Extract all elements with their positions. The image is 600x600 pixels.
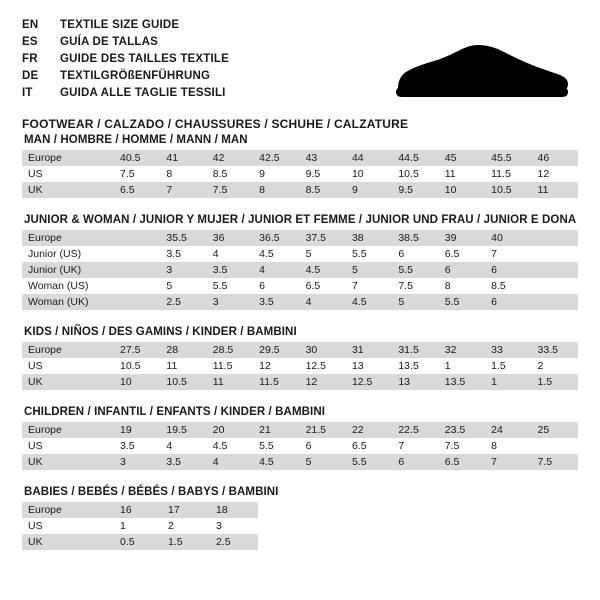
- size-table: [22, 502, 258, 550]
- language-code: DE: [22, 70, 39, 82]
- size-cell: 10: [114, 374, 160, 390]
- size-cell: 11.5: [207, 358, 253, 374]
- size-section: [22, 486, 578, 550]
- size-cell: 12.5: [300, 358, 346, 374]
- size-cell: 4.5: [253, 454, 299, 470]
- table-row: [22, 342, 578, 358]
- size-cell: 36: [207, 230, 253, 246]
- size-cell: 5: [160, 278, 206, 294]
- size-cell: 7: [160, 182, 206, 198]
- size-cell: 10.5: [160, 374, 206, 390]
- table-row: [22, 182, 578, 198]
- size-cell: 6: [485, 294, 531, 310]
- size-cell: 45: [439, 150, 485, 166]
- size-cell: 6: [392, 246, 438, 262]
- size-cell: 7: [485, 454, 531, 470]
- row-label: Europe: [22, 342, 114, 358]
- size-cell: 4: [207, 246, 253, 262]
- size-cell: 1.5: [485, 358, 531, 374]
- table-row: [22, 454, 578, 470]
- row-label: UK: [22, 374, 114, 390]
- size-section-title: KIDS / NIÑOS / DES GAMINS / KINDER / BAMBINI: [24, 326, 297, 338]
- size-cell: [532, 278, 578, 294]
- language-title-list: [22, 18, 229, 103]
- size-cell: 4: [253, 262, 299, 278]
- size-cell: 6: [392, 454, 438, 470]
- size-cell: 4: [300, 294, 346, 310]
- size-cell: 18: [210, 502, 258, 518]
- language-row: [22, 52, 229, 69]
- size-cell: 5.5: [392, 262, 438, 278]
- header: [22, 18, 578, 131]
- size-cell: 3.5: [114, 438, 160, 454]
- size-cell: 37.5: [300, 230, 346, 246]
- size-cell: 10.5: [485, 182, 531, 198]
- size-section-title: BABIES / BEBÉS / BÉBÉS / BABYS / BAMBINI: [24, 486, 279, 498]
- size-table: [22, 150, 578, 198]
- size-section-title: MAN / HOMBRE / HOMME / MANN / MAN: [24, 134, 248, 146]
- size-cell: 38.5: [392, 230, 438, 246]
- size-cell: 29.5: [253, 342, 299, 358]
- category-title: FOOTWEAR / CALZADO / CHAUSSURES / SCHUHE / CALZATURE: [22, 117, 409, 131]
- size-cell: 8: [253, 182, 299, 198]
- table-row: [22, 230, 578, 246]
- language-code: IT: [22, 87, 33, 99]
- size-cell: 19.5: [160, 422, 206, 438]
- size-cell: [114, 278, 160, 294]
- size-cell: 39: [439, 230, 485, 246]
- size-cell: 5: [300, 454, 346, 470]
- size-cell: 3: [210, 518, 258, 534]
- size-cell: 8: [160, 166, 206, 182]
- language-code: ES: [22, 36, 38, 48]
- size-cell: 3.5: [253, 294, 299, 310]
- size-cell: 7.5: [392, 278, 438, 294]
- size-cell: [532, 230, 578, 246]
- language-code: FR: [22, 53, 38, 65]
- size-cell: [114, 262, 160, 278]
- size-cell: 3: [207, 294, 253, 310]
- row-label: Woman (US): [22, 278, 114, 294]
- size-cell: 5.5: [207, 278, 253, 294]
- language-title: TEXTILE SIZE GUIDE: [60, 19, 180, 31]
- row-label: Europe: [22, 502, 114, 518]
- dress-shoe-icon: [390, 40, 570, 110]
- size-cell: 3.5: [207, 262, 253, 278]
- size-cell: 4.5: [207, 438, 253, 454]
- size-cell: 6.5: [300, 278, 346, 294]
- size-cell: 6.5: [439, 246, 485, 262]
- size-cell: 0.5: [114, 534, 162, 550]
- size-cell: 21.5: [300, 422, 346, 438]
- size-cell: 8.5: [485, 278, 531, 294]
- size-cell: 6: [439, 262, 485, 278]
- size-cell: 17: [162, 502, 210, 518]
- size-sections: [22, 134, 578, 550]
- row-label: Junior (US): [22, 246, 114, 262]
- size-cell: [532, 294, 578, 310]
- language-title: GUÍA DE TALLAS: [60, 36, 158, 48]
- row-label: UK: [22, 454, 114, 470]
- size-cell: 33.5: [532, 342, 578, 358]
- size-cell: 31: [346, 342, 392, 358]
- size-cell: 40: [485, 230, 531, 246]
- row-label: UK: [22, 534, 114, 550]
- table-row: [22, 262, 578, 278]
- size-cell: [532, 246, 578, 262]
- size-cell: 27.5: [114, 342, 160, 358]
- size-cell: 11.5: [485, 166, 531, 182]
- size-cell: 11: [439, 166, 485, 182]
- size-cell: 5: [392, 294, 438, 310]
- size-cell: 1.5: [532, 374, 578, 390]
- size-table: [22, 422, 578, 470]
- size-cell: 10: [346, 166, 392, 182]
- table-row: [22, 518, 258, 534]
- size-cell: 4.5: [346, 294, 392, 310]
- size-cell: 25: [532, 422, 578, 438]
- size-section-title: JUNIOR & WOMAN / JUNIOR Y MUJER / JUNIOR ET FEMME / JUNIOR UND FRAU / JUNIOR E DONA: [24, 214, 577, 226]
- size-cell: 6.5: [346, 438, 392, 454]
- table-row: [22, 374, 578, 390]
- size-cell: 5: [300, 246, 346, 262]
- size-cell: 4.5: [253, 246, 299, 262]
- size-cell: 4: [160, 438, 206, 454]
- size-section: [22, 214, 578, 310]
- size-cell: 35.5: [160, 230, 206, 246]
- size-cell: 21: [253, 422, 299, 438]
- size-section: [22, 326, 578, 390]
- language-row: [22, 69, 229, 86]
- size-cell: 28: [160, 342, 206, 358]
- size-cell: 12.5: [346, 374, 392, 390]
- language-title: GUIDA ALLE TAGLIE TESSILI: [60, 87, 226, 99]
- size-cell: 6: [300, 438, 346, 454]
- row-label: Europe: [22, 422, 114, 438]
- size-cell: 23.5: [439, 422, 485, 438]
- size-cell: 24: [485, 422, 531, 438]
- size-cell: 22: [346, 422, 392, 438]
- row-label: US: [22, 166, 114, 182]
- row-label: Europe: [22, 150, 114, 166]
- size-cell: [114, 230, 160, 246]
- table-row: [22, 246, 578, 262]
- row-label: Woman (UK): [22, 294, 114, 310]
- size-cell: 4: [207, 454, 253, 470]
- size-cell: 2.5: [160, 294, 206, 310]
- size-cell: 19: [114, 422, 160, 438]
- size-cell: 8.5: [300, 182, 346, 198]
- size-cell: 11: [160, 358, 206, 374]
- language-code: EN: [22, 19, 39, 31]
- row-label: Europe: [22, 230, 114, 246]
- size-cell: [114, 294, 160, 310]
- row-label: US: [22, 518, 114, 534]
- size-cell: 13: [346, 358, 392, 374]
- row-label: US: [22, 358, 114, 374]
- table-row: [22, 438, 578, 454]
- size-cell: 5.5: [253, 438, 299, 454]
- size-cell: 44: [346, 150, 392, 166]
- row-label: UK: [22, 182, 114, 198]
- size-cell: 2: [162, 518, 210, 534]
- size-cell: 7.5: [114, 166, 160, 182]
- size-cell: 3.5: [160, 454, 206, 470]
- size-cell: [532, 438, 578, 454]
- size-cell: 33: [485, 342, 531, 358]
- size-cell: 12: [532, 166, 578, 182]
- size-cell: 1: [439, 358, 485, 374]
- size-cell: 9: [346, 182, 392, 198]
- row-label: US: [22, 438, 114, 454]
- size-cell: 5.5: [346, 454, 392, 470]
- size-cell: 4.5: [300, 262, 346, 278]
- size-cell: 38: [346, 230, 392, 246]
- size-cell: 3: [114, 454, 160, 470]
- size-cell: 36.5: [253, 230, 299, 246]
- row-label: Junior (UK): [22, 262, 114, 278]
- size-cell: 13.5: [392, 358, 438, 374]
- language-row: [22, 18, 229, 35]
- size-cell: 11.5: [253, 374, 299, 390]
- size-cell: [114, 246, 160, 262]
- size-cell: 3: [160, 262, 206, 278]
- size-cell: 28.5: [207, 342, 253, 358]
- size-cell: 5.5: [346, 246, 392, 262]
- size-cell: 12: [253, 358, 299, 374]
- table-row: [22, 294, 578, 310]
- size-section: [22, 134, 578, 198]
- table-row: [22, 502, 258, 518]
- size-cell: 7.5: [532, 454, 578, 470]
- size-cell: 13.5: [439, 374, 485, 390]
- table-row: [22, 534, 258, 550]
- size-cell: 20: [207, 422, 253, 438]
- size-cell: 7: [346, 278, 392, 294]
- table-row: [22, 358, 578, 374]
- size-cell: 42: [207, 150, 253, 166]
- size-cell: 13: [392, 374, 438, 390]
- size-cell: 7: [392, 438, 438, 454]
- size-cell: 10.5: [392, 166, 438, 182]
- size-cell: 9: [253, 166, 299, 182]
- size-cell: 6.5: [439, 454, 485, 470]
- language-title: TEXTILGRÖßENFÜHRUNG: [60, 70, 211, 82]
- size-cell: 8: [485, 438, 531, 454]
- size-section: [22, 406, 578, 470]
- language-title: GUIDE DES TAILLES TEXTILE: [60, 53, 229, 65]
- size-cell: 5.5: [439, 294, 485, 310]
- size-cell: 46: [532, 150, 578, 166]
- table-row: [22, 166, 578, 182]
- size-cell: [532, 262, 578, 278]
- size-cell: 7.5: [207, 182, 253, 198]
- table-row: [22, 278, 578, 294]
- table-row: [22, 150, 578, 166]
- size-cell: 43: [300, 150, 346, 166]
- size-cell: 1: [114, 518, 162, 534]
- size-cell: 32: [439, 342, 485, 358]
- size-cell: 5: [346, 262, 392, 278]
- size-cell: 7.5: [439, 438, 485, 454]
- size-cell: 6: [485, 262, 531, 278]
- size-cell: 12: [300, 374, 346, 390]
- size-cell: 9.5: [392, 182, 438, 198]
- size-cell: 45.5: [485, 150, 531, 166]
- size-cell: 30: [300, 342, 346, 358]
- size-cell: 11: [532, 182, 578, 198]
- size-cell: 7: [485, 246, 531, 262]
- size-cell: 1: [485, 374, 531, 390]
- size-cell: 1.5: [162, 534, 210, 550]
- size-cell: 31.5: [392, 342, 438, 358]
- size-cell: 40.5: [114, 150, 160, 166]
- size-cell: 11: [207, 374, 253, 390]
- size-cell: 8: [439, 278, 485, 294]
- size-cell: 41: [160, 150, 206, 166]
- table-row: [22, 422, 578, 438]
- language-row: [22, 86, 229, 103]
- size-cell: 9.5: [300, 166, 346, 182]
- size-table: [22, 342, 578, 390]
- size-cell: 42.5: [253, 150, 299, 166]
- size-section-title: CHILDREN / INFANTIL / ENFANTS / KINDER / BAMBINI: [24, 406, 326, 418]
- size-cell: 22.5: [392, 422, 438, 438]
- size-table: [22, 230, 578, 310]
- size-cell: 3.5: [160, 246, 206, 262]
- size-cell: 10.5: [114, 358, 160, 374]
- size-cell: 2: [532, 358, 578, 374]
- language-row: [22, 35, 229, 52]
- size-cell: 16: [114, 502, 162, 518]
- size-cell: 10: [439, 182, 485, 198]
- size-cell: 6: [253, 278, 299, 294]
- size-cell: 6.5: [114, 182, 160, 198]
- size-cell: 44.5: [392, 150, 438, 166]
- size-cell: 2.5: [210, 534, 258, 550]
- size-cell: 8.5: [207, 166, 253, 182]
